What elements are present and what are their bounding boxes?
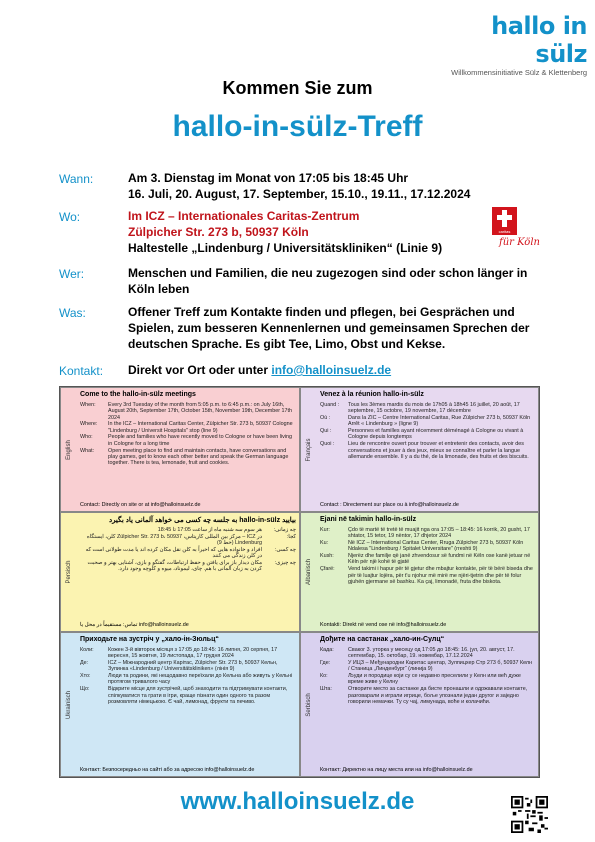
panel-ukrainian: [60, 632, 300, 777]
panel-albanian-heading: Ejani në takimin hallo-in-sülz: [320, 516, 417, 523]
qr-code-icon: [511, 796, 548, 833]
panel-albanian-contact: Kontakti: Direkt në vend ose në info@halloinsuelz.de: [320, 622, 447, 628]
panel-persian: [60, 512, 300, 632]
panel-english-side: English: [66, 439, 72, 460]
kontakt-value: [128, 362, 538, 378]
was-line-1: Offener Treff zum Kontakte finden und pflegen, bei Gesprächen und: [128, 305, 515, 319]
wer-label: Wer:: [59, 267, 85, 281]
caritas-label: caritas: [498, 229, 511, 234]
caritas-logo: [479, 207, 540, 263]
was-line-3: deutschen Sprache. Es gibt Tee, Limo, Obst und Kekse.: [128, 337, 446, 351]
heading-line-2: hallo-in-sülz-Treff: [172, 110, 423, 143]
panel-serbian-rows: Када: Сваког 3. уторка у месецу од 17:05 до 18:45: 16. јул, 20. август, 17. септембар, 15. октобар, 19. новембар, 17.12.2024 Где: У ИЦЗ – Међународни Каритас центар, Зулпицхер Стр 273 б, 50937 Келн / Станица „Линденбург“ (линија 9) Ко: Људи и породице који су се недавно преселили у Келн или већ дуже време живе у Келну Шта: Отворите место за састанке да бисте пронашли и одржавали контакте, разговарали и играли игрице, боље упознали један другог и заједно говорили немачки. Ту су чај, лимунада, воће и колачићи.: [320, 647, 533, 705]
panel-serbian: [300, 632, 539, 777]
panel-serbian-contact: Контакт: Директно на лицу места или на info@halloinsuelz.de: [320, 767, 473, 773]
panel-english-heading: Come to the hallo-in-sülz meetings: [80, 391, 196, 398]
wann-line-2: 16. Juli, 20. August, 17. September, 15.10., 19.11., 17.12.2024: [128, 187, 471, 201]
logo-subtitle: Willkommensinitiative Sülz & Klettenberg: [451, 68, 587, 77]
panel-persian-side: Persisch: [66, 560, 72, 584]
language-grid: [59, 386, 540, 778]
wann-value: [128, 170, 538, 202]
panel-albanian: [300, 512, 539, 632]
footer-url[interactable]: www.halloinsuelz.de: [180, 788, 415, 815]
panel-french-side: Français: [306, 437, 312, 462]
heading-line-1: Kommen Sie zum: [222, 78, 373, 98]
hallo-in-suelz-logo: [437, 12, 587, 77]
panel-french-contact: Contact : Directement sur place ou à info@halloinsuelz.de: [320, 502, 459, 508]
was-value: [128, 304, 538, 352]
panel-french-rows: Quand : Tous les 3èmes mardis du mois de 17h05 à 18h45 16 juillet, 20 août, 17 septembre, 15 octobre, 19 novembre, 17 décembre Où : Dans la ZIC – Centre International Caritas, Rue Zülpicher 273 b, 50937 Köln Arrêt « Lindenburg » (ligne 9) Qui : Personnes et familles ayant récemment déménagé à Cologne ou vivant à Cologne depuis longtemps Quoi : Lieu de rencontre ouvert pour trouver et entretenir des contacts, avoir des conversations et jouer à des jeux, mieux se connaître et parler la langue allemande ensemble. Il y a du thé, de la limonade, des fruits et des biscuits.: [320, 402, 531, 460]
panel-albanian-side: Albanisch: [306, 558, 312, 586]
wo-line-1: Im ICZ – Internationales Caritas-Zentrum: [128, 209, 360, 223]
panel-ukrainian-rows: Коли: Кожен 3-й вівторок місяця з 17:05 до 18:45: 16 липня, 20 серпня, 17 вересня, 15 жовтня, 19 листопада, 17 грудня 2024 Де: ICZ – Міжнародний центр Карітас, Zülpicher Str. 273 b, 50937 Кельн, Зупинка «Lindenburg / Universitätskliniken» (лінія 9) Хто: Люди та родини, які нещодавно переїхали до Кельна або живуть у Кельні протягом тривалого часу Що: Відкрите місце для зустрічей, щоб знаходити та підтримувати контакти, спілкуватися та грати в ігри, краще пізнати один одного та разом розмовляти німецькою. Є чай, лимонад, фрукти та печиво.: [80, 647, 293, 705]
panel-serbian-heading: Дођите на састанак „хало-ин-Сулц“: [320, 636, 445, 643]
panel-persian-rows: چه زمانی: هر سوم سه شنبه ماه از ساعت 17:05 تا 18:45 کجا: در ICZ – مرکز بین المللی کاریتاس، Zülpicher Str. 273 b، 50937 کلن، ایستگاه Lindenburg (خط 9) چه کسی: افراد و خانواده هایی که اخیراً به کلن نقل مکان کرده اند یا مدت طولانی است که در کلن زندگی می کنند چه چیزی: مکان دیدار باز برای یافتن و حفظ ارتباطات، گفتگو و بازی، آشنایی بهتر و صحبت کردن به زبان آلمانی با هم. چای، لیموناد، میوه و کلوچه وجود دارد.: [85, 527, 296, 573]
wer-value: [128, 265, 538, 297]
caritas-cross-icon: [492, 207, 517, 235]
logo-title: hallo in sülz: [491, 12, 587, 68]
panel-english-rows: When: Every 3rd Tuesday of the month from 5:05 p.m. to 6:45 p.m.: on July 16th, August 20th, September 17th, October 15th, November 19th, December 17th 2024 Where: In the ICZ – International Caritas Center, Zülpicher Str. 273 b, 50937 Cologne "Lindenburg / Universit Hospitals" stop (line 9) Who: People and families who have recently moved to Cologne or have been living in Cologne for a long time What: Open meeting place to find and maintain contacts, have conversations and play games, get to know each other better and speak the German language together. There is tea, lemonade, fruit and cookies.: [80, 402, 293, 467]
kontakt-text: Direkt vor Ort oder unter: [128, 363, 272, 377]
was-line-2: Spielen, zum besseren Kennenlernen und gemeinsamen Sprechen der: [128, 321, 530, 335]
panel-persian-heading: بیایید hallo-in-sülz به جلسه چه کسی می خواهد آلمانی یاد بگیرد: [108, 517, 296, 524]
panel-english-contact: Contact: Directly on site or at info@halloinsuelz.de: [80, 502, 201, 508]
panel-ukrainian-heading: Приходьте на зустріч у „хало-ін-Зюльц“: [80, 636, 219, 643]
panel-french: [300, 387, 539, 512]
panel-ukrainian-side: Ukrainisch: [66, 690, 72, 719]
wer-line-2: Köln leben: [128, 282, 190, 296]
kontakt-email-link[interactable]: info@halloinsuelz.de: [271, 363, 392, 377]
was-label: Was:: [59, 306, 86, 320]
wann-line-1: Am 3. Dienstag im Monat von 17:05 bis 18:45 Uhr: [128, 171, 409, 185]
wo-line-2: Zülpicher Str. 273 b, 50937 Köln: [128, 225, 309, 239]
panel-persian-contact: تماس: مستقیماً در محل یا info@halloinsuelz.de: [80, 622, 189, 628]
wann-label: Wann:: [59, 172, 94, 186]
panel-english: [60, 387, 300, 512]
panel-serbian-side: Serbisch: [306, 692, 312, 717]
kontakt-label: Kontakt:: [59, 364, 104, 378]
panel-french-heading: Venez à la réunion hallo-in-sülz: [320, 391, 424, 398]
panel-ukrainian-contact: Контакт: Безпосередньо на сайті або за адресою info@halloinsuelz.de: [80, 767, 255, 773]
wo-value: [128, 208, 538, 256]
wer-line-1: Menschen und Familien, die neu zugezogen sind oder schon länger in: [128, 266, 528, 280]
panel-albanian-rows: Kur: Çdo të martë të tretë të muajit nga ora 17:05 – 18:45: 16 korrik, 20 gusht, 17 shtator, 15 tetor, 19 nëntor, 17 dhjetor 2024 Ku: Në ICZ – International Caritas Center, Rruga Zülpicher 273 b, 50937 Köln Ndalesa "Lindenburg / Spitalet Universitare" (rreshti 9) Kush: Njerëz dhe familje që janë zhvendosur së fundmi në Këln ose kanë jetuar në Këln për një kohë të gjatë Çfarë: Vend takimi i hapur për të gjetur dhe mbajtur kontakte, për të bërë biseda dhe për të luajtur lojëra, për t'u njohur më mirë me njëri-tjetrin dhe për të folur gjuhën gjermane së bashku. Ka çaj, limonadë, fruta dhe biskota.: [320, 527, 533, 585]
caritas-tagline: für Köln: [499, 237, 540, 248]
wo-line-3: Haltestelle „Lindenburg / Universitätskliniken“ (Linie 9): [128, 241, 443, 255]
wo-label: Wo:: [59, 210, 81, 224]
